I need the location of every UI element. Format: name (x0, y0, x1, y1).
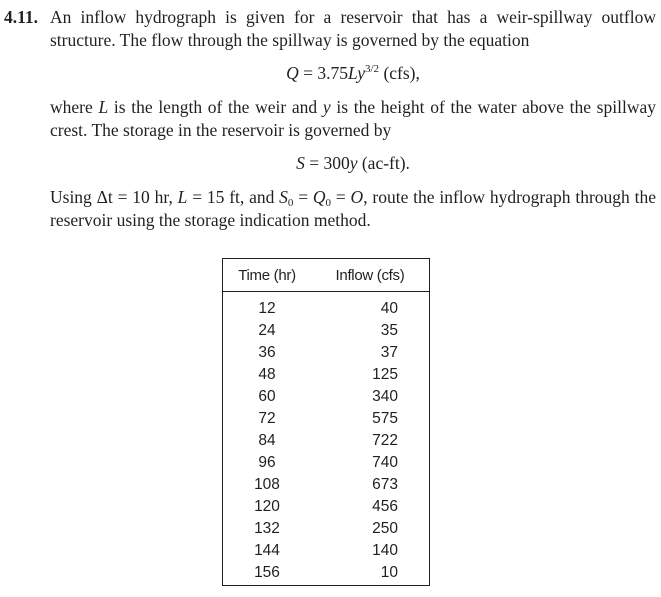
using-suffix: , route the inflow hydrograph through the reservoir using the storage indication method. (50, 187, 656, 230)
cell-inflow: 456 (372, 498, 398, 515)
table-row (223, 386, 429, 408)
using-dt: Δt (96, 187, 113, 207)
eq2-coef: 300 (323, 153, 350, 173)
problem-number: 4.11. (4, 7, 39, 27)
eq1-units: (cfs), (383, 63, 420, 83)
storage-equation: S = 300y (ac-ft). (296, 153, 410, 173)
eq2-units: (ac-ft). (361, 153, 410, 173)
table-header (223, 259, 429, 292)
cell-inflow: 340 (372, 388, 398, 405)
cell-inflow: 740 (372, 454, 398, 471)
using-paragraph: Using Δt = 10 hr, L = 15 ft, and $S_0 = Q_0 = O$, route the inflow hydrograph through the reservoir using the storage indication method. (50, 187, 656, 230)
where-var-l: L (98, 97, 109, 117)
using-dt-value: 10 hr, (132, 187, 178, 207)
table-row (223, 364, 429, 386)
table-row (223, 474, 429, 496)
eq2-lhs: S (296, 153, 305, 173)
table-row (223, 408, 429, 430)
table-row (223, 562, 429, 584)
cell-time: 132 (254, 520, 280, 537)
cell-time: 36 (258, 344, 276, 361)
table-row (223, 496, 429, 518)
where-text-1: where (50, 97, 99, 117)
eq1-var-y: y (357, 63, 365, 83)
cell-time: 120 (254, 498, 280, 515)
cell-inflow: 722 (372, 432, 398, 449)
cell-time: 24 (258, 322, 276, 339)
eq1-lhs: Q (286, 63, 299, 83)
cell-inflow: 10 (380, 564, 398, 581)
using-q: Q (312, 187, 326, 207)
using-l-value: 15 ft, and (206, 187, 280, 207)
using-prefix: Using (50, 187, 97, 207)
cell-inflow: 40 (380, 300, 398, 317)
cell-time: 84 (258, 432, 276, 449)
cell-time: 144 (254, 542, 280, 559)
using-l: L (177, 187, 188, 207)
problem-intro-text: An inflow hydrograph is given for a reservoir that has a weir-spillway outflow structure. The flow through the spillway is governed by the equation (50, 7, 656, 50)
cell-time: 12 (258, 300, 276, 317)
using-q-sub: 0 (325, 197, 332, 209)
where-var-y: y (322, 97, 331, 117)
eq2-var-y: y (349, 153, 358, 173)
header-time: Time (hr) (238, 266, 296, 284)
table-row (223, 430, 429, 452)
cell-time: 48 (258, 366, 276, 383)
cell-time: 96 (258, 454, 276, 471)
table-row (223, 320, 429, 342)
eq1-exponent: 3/2 (365, 63, 380, 75)
cell-inflow: 140 (372, 542, 398, 559)
cell-time: 108 (254, 476, 280, 493)
using-s: S (279, 187, 288, 207)
problem-block (4, 6, 656, 232)
inflow-hydrograph-table (222, 258, 430, 586)
cell-inflow: 250 (372, 520, 398, 537)
where-text-2: is the length of the weir and (108, 97, 323, 117)
cell-inflow: 673 (372, 476, 398, 493)
table-row (223, 540, 429, 562)
table-body (223, 292, 429, 584)
cell-inflow: 37 (380, 344, 398, 361)
eq1-coef: 3.75 (317, 63, 348, 83)
cell-time: 60 (258, 388, 276, 405)
eq1-var-l: L (348, 63, 358, 83)
cell-inflow: 575 (372, 410, 398, 427)
cell-inflow: 125 (372, 366, 398, 383)
header-inflow: Inflow (cfs) (335, 266, 405, 284)
using-s-sub: 0 (287, 197, 294, 209)
table-row (223, 452, 429, 474)
cell-time: 72 (258, 410, 276, 427)
problem-intro-paragraph (4, 6, 656, 52)
cell-inflow: 35 (380, 322, 398, 339)
weir-equation: $Q = 3.75Ly^{3/2}$ (cfs), (286, 63, 420, 83)
table-row (223, 298, 429, 320)
where-text-3: is the height of the water above the spillway crest. The storage in the reservoir is governed by (50, 97, 656, 140)
cell-time: 156 (254, 564, 280, 581)
table-row (223, 518, 429, 540)
table-row (223, 342, 429, 364)
where-paragraph (4, 96, 656, 142)
using-o: O (350, 187, 364, 207)
